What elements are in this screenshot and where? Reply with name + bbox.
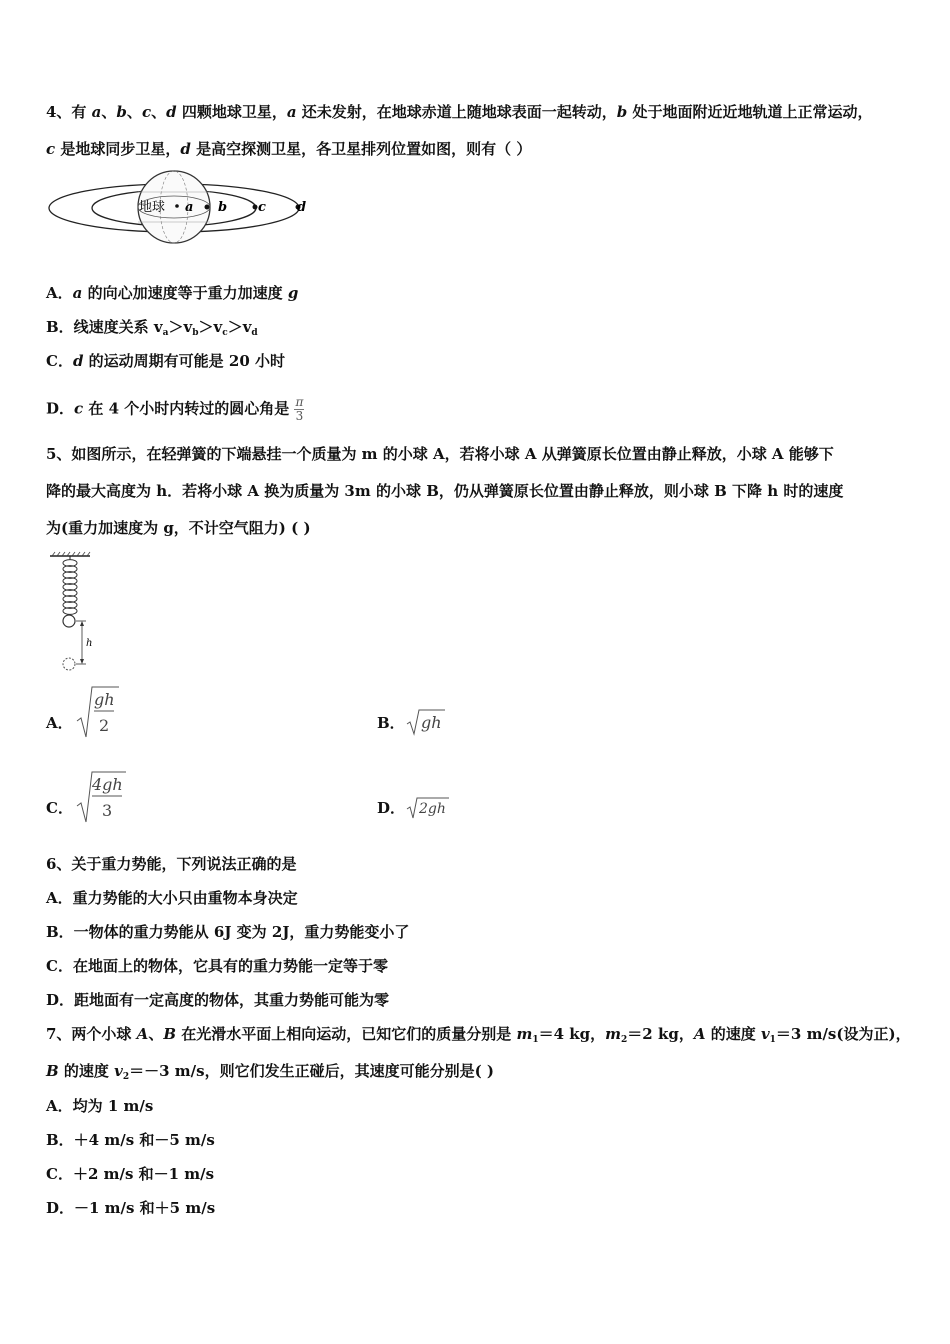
q6-stem: 6、关于重力势能，下列说法正确的是 bbox=[46, 855, 297, 873]
q6-option-b[interactable]: B．一物体的重力势能从 6J 变为 2J，重力势能变小了 bbox=[46, 923, 410, 941]
height-h-label: h bbox=[86, 638, 93, 649]
q5-option-a-expression[interactable] bbox=[74, 685, 124, 740]
satellite-a-label: a bbox=[185, 200, 194, 215]
sqrt-2gh: 2gh bbox=[419, 801, 446, 817]
q6-option-c[interactable]: C．在地面上的物体，它具有的重力势能一定等于零 bbox=[46, 957, 388, 975]
q5-option-d-label[interactable]: D． bbox=[377, 799, 406, 817]
q5-option-b-label[interactable]: B． bbox=[377, 714, 405, 732]
q5-option-c-expression[interactable] bbox=[74, 770, 130, 825]
q4-option-b[interactable]: B．线速度关系 $v_a>v_b>v_c>v_d$ bbox=[46, 318, 258, 338]
q4-stem-line1: 4、有 a、b、c、d 四颗地球卫星，a 还未发射，在地球赤道上随地球表面一起转动，b 处于地面附近近地轨道上正常运动， bbox=[46, 103, 873, 121]
q6-option-a[interactable]: A．重力势能的大小只由重物本身决定 bbox=[46, 889, 298, 907]
q4-option-c[interactable]: C．d 的运动周期有可能是 20 小时 bbox=[46, 352, 285, 370]
q5-stem-line2: 降的最大高度为 h．若将小球 A 换为质量为 3m 的小球 B，仍从弹簧原长位置由静止释放，则小球 B 下降 h 时的速度 bbox=[46, 482, 844, 500]
q5-option-c-label[interactable]: C． bbox=[46, 799, 73, 817]
sqrt-gh: gh bbox=[421, 713, 442, 732]
q7-option-a[interactable]: A．均为 1 m/s bbox=[46, 1097, 154, 1115]
q4-option-d[interactable]: D．c 在 4 个小时内转过的圆心角是 $\frac{\pi}{3}$ bbox=[46, 395, 304, 423]
q7-stem-line2: B 的速度 $v_2=-3$ m/s，则它们发生正碰后，其速度可能分别是( ) bbox=[46, 1062, 494, 1082]
q7-option-b[interactable]: B．＋4 m/s 和－5 m/s bbox=[46, 1131, 215, 1149]
satellite-c-label: c bbox=[258, 200, 266, 215]
q5-stem-line1: 5、如图所示，在轻弹簧的下端悬挂一个质量为 m 的小球 A，若将小球 A 从弹簧原长位置由静止释放，小球 A 能够下 bbox=[46, 445, 834, 463]
q5-option-d-expression[interactable] bbox=[405, 796, 455, 820]
satellite-d-label: d bbox=[297, 200, 307, 215]
pi-over-3-fraction: $\frac{\pi}{3}$ bbox=[295, 395, 304, 423]
q7-option-c[interactable]: C．＋2 m/s 和－1 m/s bbox=[46, 1165, 215, 1183]
q5-stem-line3: 为(重力加速度为 g，不计空气阻力) ( ) bbox=[46, 519, 311, 537]
sqrt-2-denominator: 2 bbox=[99, 716, 110, 735]
sqrt-3-denominator: 3 bbox=[102, 801, 113, 820]
q7-option-d[interactable]: D．－1 m/s 和＋5 m/s bbox=[46, 1199, 216, 1217]
q4-stem-line2: c 是地球同步卫星，d 是高空探测卫星，各卫星排列位置如图，则有（ ） bbox=[46, 140, 532, 158]
q4-option-a[interactable]: A．a 的向心加速度等于重力加速度 g bbox=[46, 284, 299, 302]
q5-spring-figure bbox=[50, 550, 110, 672]
sqrt-4gh-numerator: 4gh bbox=[92, 775, 123, 794]
q4-orbit-figure bbox=[46, 170, 316, 246]
q5-option-a-label[interactable]: A． bbox=[46, 714, 73, 732]
q7-stem-line1: 7、两个小球 A、B 在光滑水平面上相向运动，已知它们的质量分别是 $m_1=4$ kg，$m_2=2$ kg，A 的速度 $v_1=3$ m/s(设为正)， bbox=[46, 1025, 911, 1045]
earth-label: 地球 bbox=[139, 200, 166, 215]
q6-option-d[interactable]: D．距地面有一定高度的物体，其重力势能可能为零 bbox=[46, 991, 390, 1009]
sqrt-gh-numerator: gh bbox=[94, 690, 115, 709]
q5-option-b-expression[interactable] bbox=[405, 708, 450, 736]
satellite-b-label: b bbox=[218, 200, 228, 215]
